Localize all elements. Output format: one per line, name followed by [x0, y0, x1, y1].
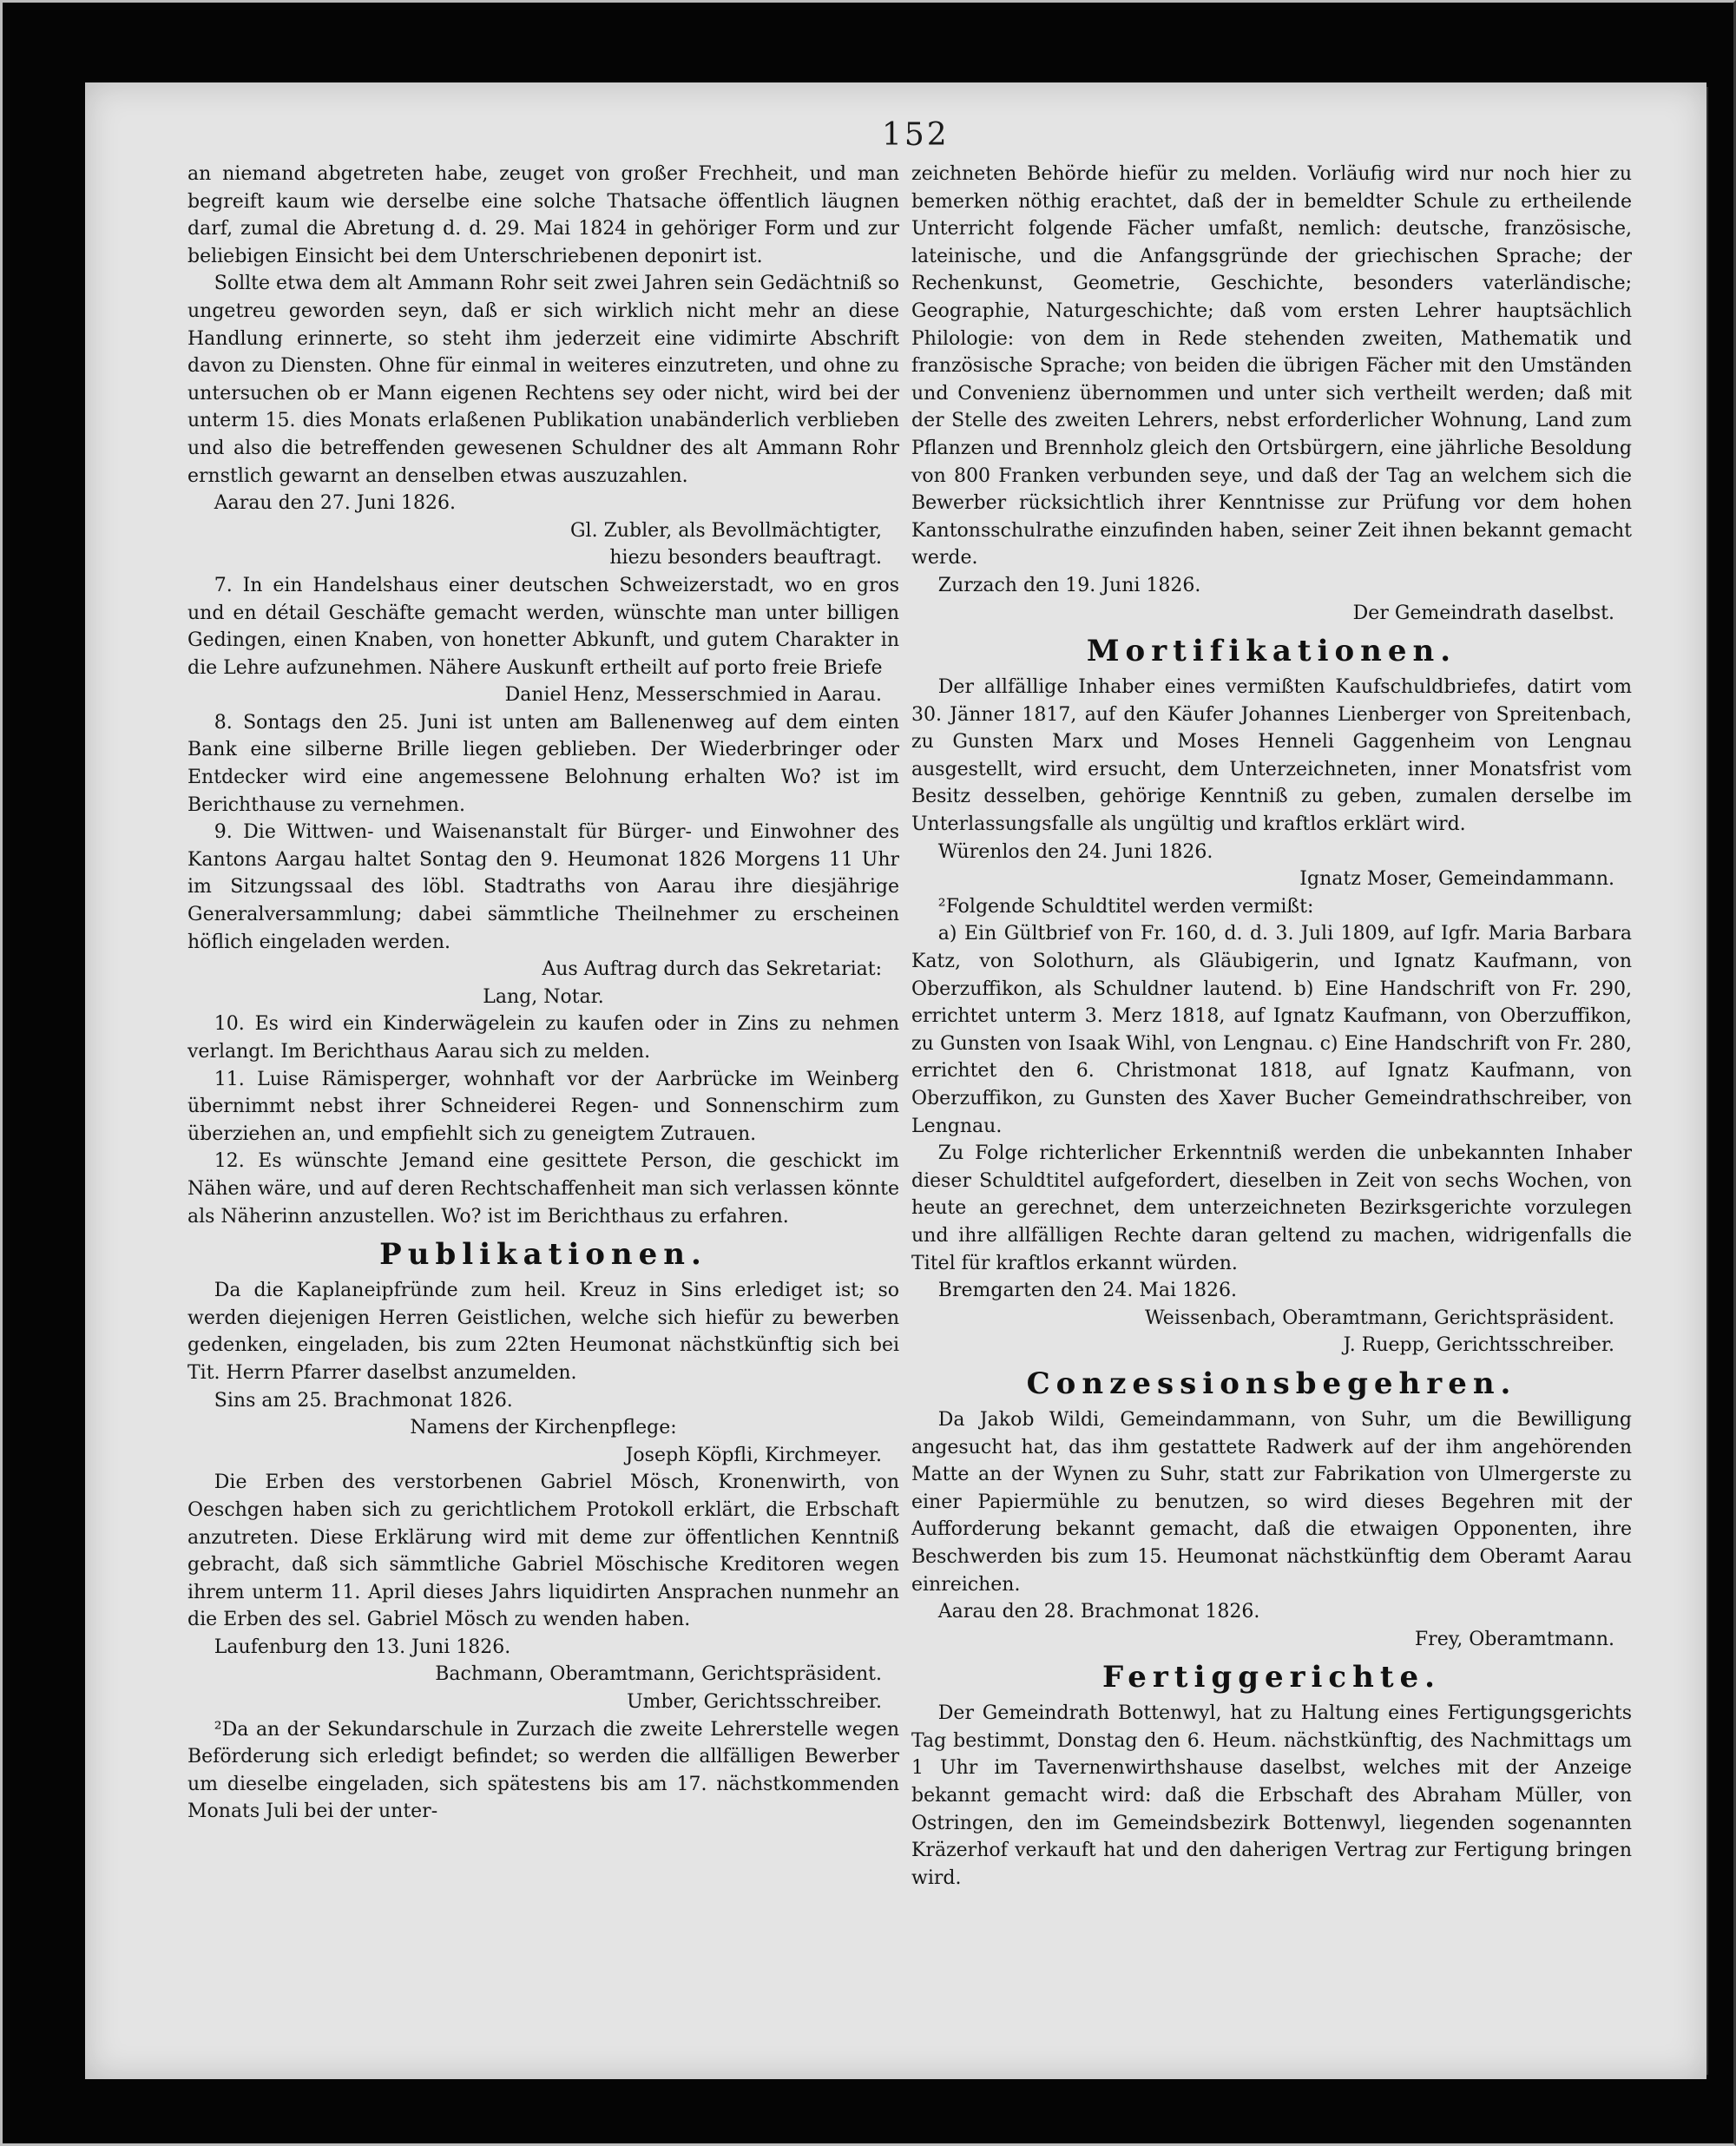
- text-paragraph: zeichneten Behörde hiefür zu melden. Vorläufig wird nur noch hier zu bemerken nöthig erachtet, daß der in bemeldter Schule zu ertheilende Unterricht folgende Fächer umfaßt, nemlich: deutsche, französische, lateinische, und die Anfangsgründe der griechischen Sprache; der Rechenkunst, Geometrie, Geschichte, besonders vaterländische; Geographie, Naturgeschichte; daß vom ersten Lehrer hauptsächlich Philologie: von dem in Rede stehenden zweiten, Mathematik und französische Sprache; von beiden die übrigen Fächer mit den Umständen und Convenienz übernommen und unter sich vertheilt werden; daß mit der Stelle des zweiten Lehrers, nebst erforderlicher Wohnung, Land zum Pflanzen und Brennholz gleich den Ortsbürgern, eine jährliche Besoldung von 800 Franken verbunden seye, und daß der Tag an welchem sich die Bewerber rücksichtlich ihrer Kenntnisse zur Prüfung vor dem hohen Kantonsschulrathe einzufinden haben, seiner Zeit ihnen bekannt gemacht werde.: [911, 163, 1632, 569]
- text-paragraph: 8. Sontags den 25. Juni ist unten am Ballenenweg auf dem einten Bank eine silberne Brille liegen geblieben. Der Wiederbringer oder Entdecker wird eine angemessene Belohnung erhalten Wo? ist im Berichthause zu vernehmen.: [187, 711, 899, 816]
- text-paragraph: Sins am 25. Brachmonat 1826.: [214, 1389, 513, 1412]
- signature-line: Frey, Oberamtmann.: [1414, 1628, 1614, 1650]
- signature-line: Weissenbach, Oberamtmann, Gerichtspräsident.: [1144, 1307, 1614, 1329]
- signature-line: Umber, Gerichtsschreiber.: [627, 1691, 882, 1714]
- signature-line: Ignatz Moser, Gemeindammann.: [1299, 868, 1614, 891]
- signature-line: Der Gemeindrath daselbst.: [1352, 602, 1614, 624]
- text-paragraph: 12. Es wünschte Jemand eine gesittete Person, die geschickt im Nähen wäre, und auf deren Rechtschaffenheit man sich verlassen könnte als Näherinn anzustellen. Wo? ist im Berichthaus zu erfahren.: [187, 1150, 899, 1228]
- text-paragraph: Da die Kaplaneipfründe zum heil. Kreuz in Sins erlediget ist; so werden diejenigen Herren Geistlichen, welche sich hiefür zu bewerben gedenken, eingeladen, bis zum 22ten Heumonat nächstkünftig sich bei Tit. Herrn Pfarrer daselbst anzumelden.: [187, 1280, 899, 1384]
- text-paragraph: Zu Folge richterlicher Erkenntniß werden die unbekannten Inhaber dieser Schuldtitel aufgefordert, dieselben in Zeit von sechs Wochen, von heute an gerechnet, dem unterzeichneten Bezirksgerichte vorzulegen und ihre allfälligen Rechte daran geltend zu machen, widrigenfalls die Titel für kraftlos erkannt würden.: [911, 1142, 1632, 1274]
- text-paragraph: Sollte etwa dem alt Ammann Rohr seit zwei Jahren sein Gedächtniß so ungetreu geworden seyn, daß er sich wirklich nicht mehr an diese Handlung erinnerte, so steht ihm jederzeit eine vidimirte Abschrift davon zu Diensten. Ohne für einmal in weiteres einzutreten, und ohne zu untersuchen ob er Mann eigenen Rechtens sey oder nicht, wird bei der unterm 15. dies Monats erlaßenen Publikation unabänderlich verblieben und also die betreffenden gewesenen Schuldner des alt Ammann Rohr ernstlich gewarnt an denselben etwas auszuzahlen.: [187, 273, 899, 487]
- signature-line: Gl. Zubler, als Bevollmächtigter,: [569, 519, 882, 542]
- section-heading: Conzessionsbegehren.: [1026, 1366, 1517, 1401]
- left-column: [187, 161, 899, 1826]
- text-paragraph: Da Jakob Wildi, Gemeindammann, von Suhr, um die Bewilligung angesucht hat, das ihm gestattete Radwerk auf der ihm angehörenden Matte an der Wynen zu Suhr, statt zur Fabrikation von Ulmergerste zu einer Papiermühle zu benutzen, so wird dieses Begehren mit der Aufforderung bekannt gemacht, daß die etwaigen Opponenten, ihre Beschwerden bis zum 15. Heumonat nächstkünftig dem Oberamt Aarau einreichen.: [911, 1408, 1632, 1596]
- text-paragraph: ²Da an der Sekundarschule in Zurzach die zweite Lehrerstelle wegen Beförderung sich erledigt befindet; so werden die allfälligen Bewerber um dieselbe eingeladen, sich spätestens bis am 17. nächstkommenden Monats Juli bei der unter-: [187, 1718, 899, 1823]
- text-paragraph: Laufenburg den 13. Juni 1826.: [214, 1636, 511, 1658]
- text-paragraph: Bremgarten den 24. Mai 1826.: [937, 1280, 1237, 1302]
- signature-line: Aus Auftrag durch das Sekretariat:: [542, 958, 882, 981]
- text-paragraph: Zurzach den 19. Juni 1826.: [937, 574, 1201, 596]
- signature-line: Bachmann, Oberamtmann, Gerichtspräsident.: [435, 1663, 882, 1686]
- text-paragraph: Aarau den 28. Brachmonat 1826.: [937, 1601, 1260, 1623]
- section-heading: Mortifikationen.: [1086, 634, 1457, 669]
- text-paragraph: 11. Luise Rämisperger, wohnhaft vor der Aarbrücke im Weinberg übernimmt nebst ihrer Schneiderei Regen- und Sonnenschirm zum überziehen an, und empfiehlt sich zu geneigtem Zutrauen.: [187, 1068, 899, 1145]
- signature-line: J. Ruepp, Gerichtsschreiber.: [1343, 1334, 1614, 1357]
- text-paragraph: Würenlos den 24. Juni 1826.: [937, 840, 1213, 863]
- newspaper-page: [85, 82, 1706, 2079]
- text-paragraph: 7. In ein Handelshaus einer deutschen Schweizerstadt, wo en gros und en détail Geschäfte gemacht werden, wünschte man unter billigen Gedingen, einen Knaben, von honetter Abkunft, und gutem Charakter in die Lehre aufzunehmen. Nähere Auskunft ertheilt auf porto freie Briefe: [187, 574, 899, 679]
- text-paragraph: Namens der Kirchenpflege:: [410, 1417, 677, 1439]
- text-paragraph: a) Ein Gültbrief von Fr. 160, d. d. 3. Juli 1809, auf Igfr. Maria Barbara Katz, von Solothurn, als Gläubigerin, und Ignatz Kaufmann, von Oberzuffikon, als Schuldner lautend. b) Eine Handschrift von Fr. 290, errichtet unterm 3. Merz 1818, auf Ignatz Kaufmann, von Oberzuffikon, zu Gunsten von Isaak Wihl, von Lengnau. c) Eine Handschrift von Fr. 280, errichtet den 6. Christmonat 1818, auf Ignatz Kaufmann, von Oberzuffikon, zu Gunsten des Xaver Bucher Gemeindrathschreiber, von Lengnau.: [911, 923, 1632, 1137]
- text-paragraph: Der allfällige Inhaber eines vermißten Kaufschuldbriefes, datirt vom 30. Jänner 1817, auf den Käufer Johannes Lienberger von Spreitenbach, zu Gunsten Marx und Moses Henneli Gaggenheim von Lengnau ausgestellt, wird ersucht, dem Unterzeichneten, inner Monatsfrist vom Besitz desselben, gehörige Kenntniß zu geben, zumalen derselbe im Unterlassungsfalle als ungültig und kraftlos erklärt wird.: [911, 676, 1632, 836]
- text-paragraph: an niemand abgetreten habe, zeuget von großer Frechheit, und man begreift kaum wie derselbe eine solche Thatsache öffentlich läugnen darf, zumal die Abretung d. d. 29. Mai 1824 in gehöriger Form und zur beliebigen Einsicht bei dem Unterschriebenen deponirt ist.: [187, 163, 899, 267]
- signature-line: Joseph Köpfli, Kirchmeyer.: [625, 1444, 882, 1466]
- text-paragraph: 10. Es wird ein Kinderwägelein zu kaufen oder in Zins zu nehmen verlangt. Im Berichthaus Aarau sich zu melden.: [187, 1013, 899, 1063]
- section-heading: Publikationen.: [379, 1237, 707, 1273]
- section-heading: Fertiggerichte.: [1101, 1660, 1442, 1695]
- text-paragraph: Lang, Notar.: [483, 985, 604, 1008]
- signature-line: hiezu besonders beauftragt.: [609, 547, 882, 569]
- text-paragraph: ²Folgende Schuldtitel werden vermißt:: [937, 895, 1314, 918]
- text-paragraph: Die Erben des verstorbenen Gabriel Mösch, Kronenwirth, von Oeschgen haben sich zu gerichtlichem Protokoll erklärt, die Erbschaft anzutreten. Diese Erklärung wird mit deme zur öffentlichen Kenntniß gebracht, daß sich sämmtliche Gabriel Möschische Kreditoren wegen ihrem unterm 11. April dieses Jahrs liquidirten Ansprachen nunmehr an die Erben des sel. Gabriel Mösch zu wenden haben.: [187, 1471, 899, 1631]
- text-paragraph: 9. Die Wittwen- und Waisenanstalt für Bürger- und Einwohner des Kantons Aargau haltet Sontag den 9. Heumonat 1826 Morgens 11 Uhr im Sitzungssaal des löbl. Stadtraths von Aarau ihre diesjährige Generalversammlung; dabei sämmtliche Theilnehmer zu erscheinen höflich eingeladen werden.: [187, 821, 899, 953]
- page-number: 152: [882, 117, 950, 153]
- right-column: [911, 161, 1632, 1892]
- signature-line: Daniel Henz, Messerschmied in Aarau.: [504, 684, 882, 707]
- text-paragraph: Der Gemeindrath Bottenwyl, hat zu Haltung eines Fertigungsgerichts Tag bestimmt, Donstag den 6. Heum. nächstkünftig, des Nachmittags um 1 Uhr im Tavernenwirthshause daselbst, welches mit der Anzeige bekannt gemacht wird: daß die Erbschaft des Abraham Müller, von Ostringen, den im Gemeindsbezirk Bottenwyl, liegenden sogenannten Kräzerhof verkauft hat und den daherigen Vertrag zur Fertigung bringen wird.: [911, 1702, 1632, 1889]
- text-paragraph: Aarau den 27. Juni 1826.: [214, 492, 457, 515]
